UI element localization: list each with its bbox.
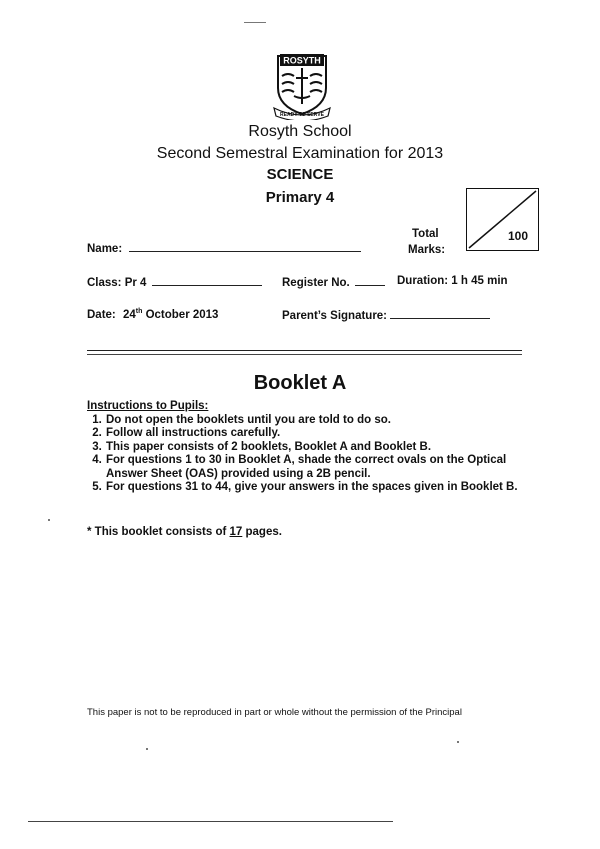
total-label-line-2: Marks:: [408, 244, 446, 256]
subject-title: SCIENCE: [266, 166, 334, 183]
class-row: [87, 275, 262, 289]
note-pages: 17: [229, 526, 243, 538]
instruction-item: 5. For questions 31 to 44, give your answers in the spaces given in Booklet B.: [105, 481, 527, 495]
name-field-line[interactable]: [129, 241, 361, 252]
booklet-note: [87, 526, 282, 538]
crest-banner: ROSYTH: [283, 55, 321, 66]
instruction-item: 3. This paper consists of 2 booklets, Booklet A and Booklet B.: [105, 441, 527, 455]
date-rest: October 2013: [145, 308, 219, 321]
school-crest: [270, 48, 334, 120]
total-marks-box: [466, 188, 539, 251]
date-suffix: th: [135, 308, 143, 315]
crest-motto: READY TO SERVE: [280, 112, 324, 118]
copyright-notice: This paper is not to be reproduced in part or whole without the permission of the Principal: [87, 707, 462, 718]
instructions-list: [87, 414, 527, 495]
scan-mark: [146, 748, 148, 750]
scan-mark: [48, 519, 50, 521]
total-marks-value: 100: [507, 229, 528, 243]
instruction-item: 2. Follow all instructions carefully.: [105, 427, 527, 441]
signature-field-line[interactable]: [390, 308, 490, 319]
school-name: Rosyth School: [248, 123, 352, 140]
date-row: [87, 308, 218, 321]
total-label-line-1: Total: [412, 228, 439, 240]
divider: [87, 354, 522, 355]
scan-mark: [244, 22, 266, 23]
register-label: Register No.: [282, 277, 350, 289]
note-suffix: pages.: [245, 526, 282, 538]
divider: [87, 350, 522, 351]
date-day: 24: [122, 308, 136, 321]
class-label: Class: Pr 4: [87, 277, 147, 289]
name-row: [87, 241, 361, 255]
register-row: [282, 275, 385, 289]
signature-label: Parent’s Signature:: [282, 310, 388, 322]
instruction-item: 1. Do not open the booklets until you are told to do so.: [105, 414, 527, 428]
duration-label: Duration: 1 h 45 min: [397, 275, 508, 287]
signature-row: [282, 308, 490, 322]
register-field-line[interactable]: [355, 275, 385, 286]
instruction-item: 4. For questions 1 to 30 in Booklet A, shade the correct ovals on the Optical Answer Sheet (OAS) provided using a 2B pencil.: [105, 454, 527, 481]
note-prefix: * This booklet consists of: [87, 526, 227, 538]
exam-title: Second Semestral Examination for 2013: [156, 145, 444, 162]
class-field-line[interactable]: [152, 275, 262, 286]
scan-line: [28, 821, 393, 822]
name-label: Name:: [87, 243, 123, 255]
level-title: Primary 4: [265, 189, 335, 206]
instructions-heading: Instructions to Pupils:: [87, 400, 209, 412]
scan-mark: [457, 741, 459, 743]
total-marks-label: [408, 226, 445, 258]
date-label: Date:: [87, 308, 116, 321]
booklet-title: Booklet A: [253, 372, 347, 394]
instructions-block: [87, 400, 527, 495]
